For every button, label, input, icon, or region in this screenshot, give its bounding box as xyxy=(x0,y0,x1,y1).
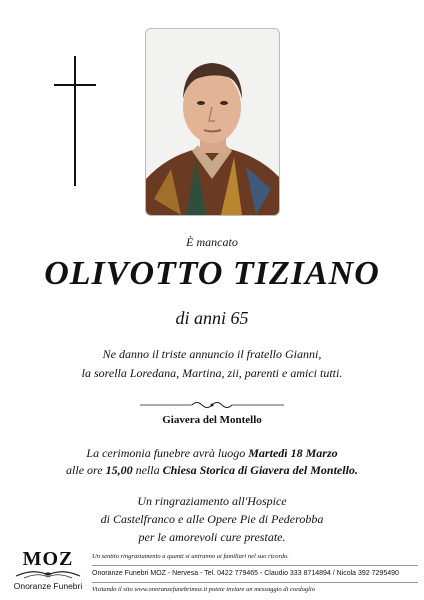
location-text: Giavera del Montello xyxy=(162,414,262,426)
footer-website-note: Visitando il sito www.onoranzefunebrimoz.it potete inviare un messaggio di cordoglio xyxy=(92,586,315,593)
footer-divider-2 xyxy=(92,582,418,583)
cross-icon xyxy=(74,56,76,186)
ceremony-info xyxy=(0,445,424,479)
announcement-line-1: Ne danno il triste annuncio il fratello Gianni, xyxy=(102,347,322,361)
thanks-line-2: di Castelfranco e alle Opere Pie di Pederobba xyxy=(100,512,324,526)
intro-text: È mancato xyxy=(186,235,238,249)
age-text: di anni 65 xyxy=(175,308,249,328)
ceremony-date: Martedì 18 Marzo xyxy=(248,446,338,460)
logo-word: MOZ xyxy=(22,548,74,570)
portrait-photo xyxy=(145,28,280,216)
logo-leaves-icon xyxy=(14,568,82,580)
announcement-line-2: la sorella Loredana, Martina, zii, parenti e amici tutti. xyxy=(81,366,343,380)
funeral-home-logo xyxy=(8,549,88,597)
ceremony-time: 15,00 xyxy=(105,463,133,477)
ceremony-text-3: nella xyxy=(132,463,163,477)
announcement xyxy=(0,345,424,383)
ceremony-text: La cerimonia funebre avrà luogo xyxy=(86,446,249,460)
ceremony-text-2: alle ore xyxy=(66,463,106,477)
ceremony-line-2 xyxy=(0,462,424,479)
ornament-divider xyxy=(140,399,284,411)
cross-icon-arm xyxy=(54,84,96,86)
thanks-message xyxy=(0,492,424,546)
thanks-line-1: Un ringraziamento all'Hospice xyxy=(137,494,287,508)
deceased-name: OLIVOTTO TIZIANO xyxy=(44,255,380,292)
footer-divider xyxy=(92,565,418,566)
footer-contacts: Onoranze Funebri MOZ - Nervesa - Tel. 0422 779465 - Claudio 333 8714894 / Nicola 392 7295490 xyxy=(92,570,399,577)
thanks-line-3: per le amorevoli cure prestate. xyxy=(138,530,286,544)
footer-note: Un sentito ringraziamento a quanti si uniranno ai familiari nel suo ricordo. xyxy=(92,553,289,560)
ceremony-line-1 xyxy=(0,445,424,462)
ceremony-church: Chiesa Storica di Giavera del Montello. xyxy=(162,463,358,477)
logo-subtitle: Onoranze Funebri xyxy=(13,581,83,591)
